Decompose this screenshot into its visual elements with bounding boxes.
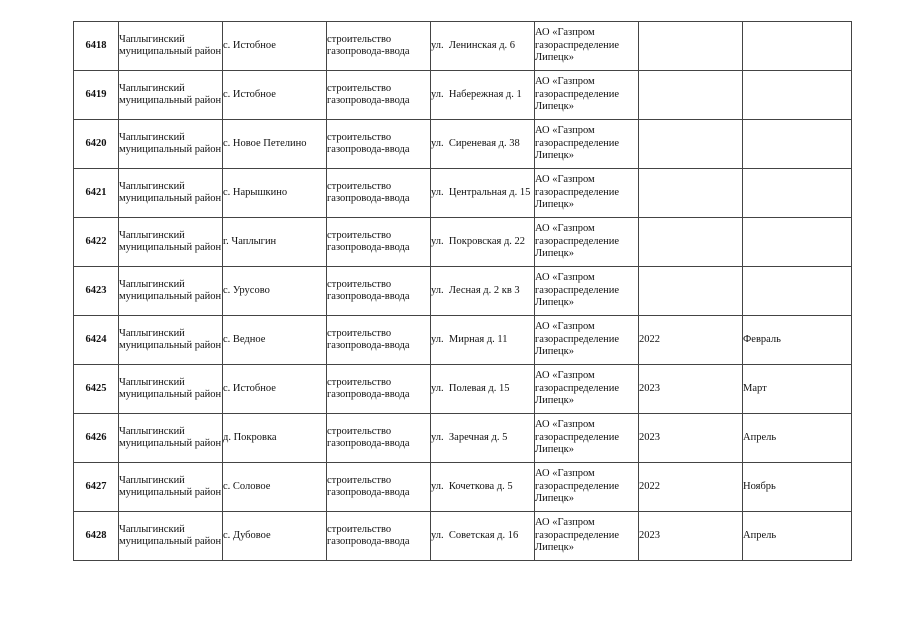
- work-type-cell: [327, 22, 431, 71]
- address-cell-text: ул. Ленинская д. 6: [431, 39, 516, 51]
- year-cell: [639, 463, 743, 512]
- district-cell: [119, 316, 223, 365]
- row-number-cell: [74, 71, 119, 120]
- address-cell: [431, 414, 535, 463]
- organization-cell-text: АО «Газпром газораспределение Липецк»: [535, 468, 620, 505]
- district-cell: [119, 512, 223, 561]
- row-number-cell: [74, 316, 119, 365]
- month-cell: [743, 71, 852, 120]
- year-cell: [639, 169, 743, 218]
- work-type-cell-text: строительство газопровода-ввода: [327, 376, 410, 400]
- organization-cell: [535, 71, 639, 120]
- row-number-cell: [74, 463, 119, 512]
- address-cell-text: ул. Покровская д. 22: [431, 235, 526, 247]
- district-cell-text: Чаплыгинский муниципальный район: [119, 82, 222, 106]
- organization-cell: [535, 316, 639, 365]
- district-cell-text: Чаплыгинский муниципальный район: [119, 33, 222, 57]
- year-cell: [639, 120, 743, 169]
- address-cell: [431, 365, 535, 414]
- district-cell-text: Чаплыгинский муниципальный район: [119, 327, 222, 351]
- month-cell: [743, 365, 852, 414]
- organization-cell-text: АО «Газпром газораспределение Липецк»: [535, 321, 620, 358]
- address-cell-text: ул. Сиреневая д. 38: [431, 137, 520, 149]
- address-cell-text: ул. Лесная д. 2 кв 3: [431, 284, 520, 296]
- row-number-cell-text: 6420: [85, 137, 107, 149]
- month-cell: [743, 414, 852, 463]
- address-cell: [431, 512, 535, 561]
- year-cell: [639, 22, 743, 71]
- table-row: [74, 414, 852, 463]
- district-cell: [119, 463, 223, 512]
- organization-cell-text: АО «Газпром газораспределение Липецк»: [535, 223, 620, 260]
- work-type-cell: [327, 463, 431, 512]
- district-cell: [119, 218, 223, 267]
- locality-cell: [223, 267, 327, 316]
- locality-cell: [223, 169, 327, 218]
- work-type-cell-text: строительство газопровода-ввода: [327, 229, 410, 253]
- year-cell-text: 2023: [639, 529, 660, 541]
- district-cell: [119, 267, 223, 316]
- locality-cell-text: д. Покровка: [223, 431, 277, 443]
- year-cell-text: 2022: [639, 480, 660, 492]
- row-number-cell-text: 6426: [85, 431, 107, 443]
- locality-cell-text: с. Соловое: [223, 480, 271, 492]
- month-cell-text: Апрель: [743, 431, 777, 443]
- table-row: [74, 463, 852, 512]
- address-cell-text: ул. Кочеткова д. 5: [431, 480, 513, 492]
- work-type-cell: [327, 267, 431, 316]
- row-number-cell-text: 6428: [85, 529, 107, 541]
- table-row: [74, 169, 852, 218]
- work-type-cell: [327, 169, 431, 218]
- work-type-cell: [327, 365, 431, 414]
- address-cell: [431, 267, 535, 316]
- row-number-cell-text: 6422: [85, 235, 107, 247]
- work-type-cell-text: строительство газопровода-ввода: [327, 523, 410, 547]
- organization-cell-text: АО «Газпром газораспределение Липецк»: [535, 125, 620, 162]
- locality-cell-text: с. Ведное: [223, 333, 266, 345]
- row-number-cell: [74, 414, 119, 463]
- month-cell-text: Март: [743, 382, 767, 394]
- year-cell: [639, 71, 743, 120]
- table-body: [74, 22, 852, 561]
- month-cell-text: Ноябрь: [743, 480, 776, 492]
- address-cell-text: ул. Мирная д. 11: [431, 333, 508, 345]
- year-cell: [639, 316, 743, 365]
- district-cell-text: Чаплыгинский муниципальный район: [119, 474, 222, 498]
- work-type-cell-text: строительство газопровода-ввода: [327, 327, 410, 351]
- address-cell-text: ул. Заречная д. 5: [431, 431, 508, 443]
- locality-cell-text: с. Истобное: [223, 382, 276, 394]
- address-cell-text: ул. Центральная д. 15: [431, 186, 531, 198]
- year-cell: [639, 267, 743, 316]
- row-number-cell-text: 6423: [85, 284, 107, 296]
- work-type-cell: [327, 414, 431, 463]
- organization-cell: [535, 414, 639, 463]
- table-row: [74, 218, 852, 267]
- address-cell: [431, 316, 535, 365]
- organization-cell: [535, 169, 639, 218]
- work-type-cell: [327, 316, 431, 365]
- locality-cell: [223, 365, 327, 414]
- locality-cell: [223, 512, 327, 561]
- address-cell-text: ул. Советская д. 16: [431, 529, 519, 541]
- organization-cell: [535, 120, 639, 169]
- work-type-cell-text: строительство газопровода-ввода: [327, 425, 410, 449]
- row-number-cell-text: 6419: [85, 88, 107, 100]
- organization-cell-text: АО «Газпром газораспределение Липецк»: [535, 76, 620, 113]
- row-number-cell: [74, 267, 119, 316]
- organization-cell-text: АО «Газпром газораспределение Липецк»: [535, 370, 620, 407]
- month-cell-text: Апрель: [743, 529, 777, 541]
- year-cell-text: 2023: [639, 431, 660, 443]
- month-cell: [743, 512, 852, 561]
- organization-cell: [535, 365, 639, 414]
- work-type-cell-text: строительство газопровода-ввода: [327, 180, 410, 204]
- work-type-cell-text: строительство газопровода-ввода: [327, 33, 410, 57]
- month-cell: [743, 22, 852, 71]
- month-cell: [743, 169, 852, 218]
- work-type-cell-text: строительство газопровода-ввода: [327, 131, 410, 155]
- work-type-cell-text: строительство газопровода-ввода: [327, 474, 410, 498]
- organization-cell: [535, 267, 639, 316]
- year-cell: [639, 365, 743, 414]
- year-cell-text: 2022: [639, 333, 660, 345]
- work-type-cell-text: строительство газопровода-ввода: [327, 82, 410, 106]
- year-cell: [639, 218, 743, 267]
- district-cell-text: Чаплыгинский муниципальный район: [119, 376, 222, 400]
- locality-cell-text: с. Нарышкино: [223, 186, 288, 198]
- month-cell-text: Февраль: [743, 333, 781, 345]
- organization-cell: [535, 512, 639, 561]
- row-number-cell: [74, 512, 119, 561]
- district-cell: [119, 169, 223, 218]
- year-cell-text: 2023: [639, 382, 660, 394]
- table-row: [74, 316, 852, 365]
- district-cell-text: Чаплыгинский муниципальный район: [119, 180, 222, 204]
- work-type-cell: [327, 512, 431, 561]
- district-cell-text: Чаплыгинский муниципальный район: [119, 131, 222, 155]
- organization-cell: [535, 22, 639, 71]
- work-type-cell: [327, 71, 431, 120]
- organization-cell-text: АО «Газпром газораспределение Липецк»: [535, 517, 620, 554]
- organization-cell-text: АО «Газпром газораспределение Липецк»: [535, 27, 620, 64]
- row-number-cell-text: 6418: [85, 39, 107, 51]
- address-cell: [431, 22, 535, 71]
- row-number-cell-text: 6425: [85, 382, 107, 394]
- locality-cell: [223, 218, 327, 267]
- row-number-cell-text: 6421: [85, 186, 107, 198]
- row-number-cell: [74, 120, 119, 169]
- organization-cell: [535, 463, 639, 512]
- district-cell-text: Чаплыгинский муниципальный район: [119, 523, 222, 547]
- locality-cell-text: с. Истобное: [223, 88, 276, 100]
- district-cell-text: Чаплыгинский муниципальный район: [119, 229, 222, 253]
- table-row: [74, 365, 852, 414]
- district-cell-text: Чаплыгинский муниципальный район: [119, 425, 222, 449]
- table-row: [74, 22, 852, 71]
- locality-cell: [223, 414, 327, 463]
- gasification-table: [73, 21, 852, 561]
- locality-cell: [223, 463, 327, 512]
- locality-cell-text: с. Урусово: [223, 284, 270, 296]
- month-cell: [743, 120, 852, 169]
- table-row: [74, 120, 852, 169]
- organization-cell-text: АО «Газпром газораспределение Липецк»: [535, 174, 620, 211]
- locality-cell: [223, 71, 327, 120]
- locality-cell-text: с. Истобное: [223, 39, 276, 51]
- organization-cell: [535, 218, 639, 267]
- table-row: [74, 512, 852, 561]
- district-cell: [119, 365, 223, 414]
- address-cell: [431, 120, 535, 169]
- row-number-cell: [74, 22, 119, 71]
- locality-cell-text: с. Новое Петелино: [223, 137, 307, 149]
- district-cell-text: Чаплыгинский муниципальный район: [119, 278, 222, 302]
- row-number-cell-text: 6427: [85, 480, 107, 492]
- locality-cell: [223, 22, 327, 71]
- work-type-cell: [327, 120, 431, 169]
- address-cell-text: ул. Полевая д. 15: [431, 382, 510, 394]
- table-row: [74, 71, 852, 120]
- district-cell: [119, 71, 223, 120]
- address-cell: [431, 71, 535, 120]
- month-cell: [743, 463, 852, 512]
- work-type-cell-text: строительство газопровода-ввода: [327, 278, 410, 302]
- district-cell: [119, 22, 223, 71]
- address-cell: [431, 218, 535, 267]
- year-cell: [639, 512, 743, 561]
- month-cell: [743, 218, 852, 267]
- address-cell-text: ул. Набережная д. 1: [431, 88, 522, 100]
- row-number-cell: [74, 169, 119, 218]
- district-cell: [119, 120, 223, 169]
- table-row: [74, 267, 852, 316]
- locality-cell-text: с. Дубовое: [223, 529, 271, 541]
- locality-cell-text: г. Чаплыгин: [223, 235, 277, 247]
- work-type-cell: [327, 218, 431, 267]
- row-number-cell-text: 6424: [85, 333, 107, 345]
- district-cell: [119, 414, 223, 463]
- year-cell: [639, 414, 743, 463]
- month-cell: [743, 267, 852, 316]
- month-cell: [743, 316, 852, 365]
- locality-cell: [223, 120, 327, 169]
- organization-cell-text: АО «Газпром газораспределение Липецк»: [535, 419, 620, 456]
- address-cell: [431, 463, 535, 512]
- row-number-cell: [74, 218, 119, 267]
- locality-cell: [223, 316, 327, 365]
- address-cell: [431, 169, 535, 218]
- row-number-cell: [74, 365, 119, 414]
- organization-cell-text: АО «Газпром газораспределение Липецк»: [535, 272, 620, 309]
